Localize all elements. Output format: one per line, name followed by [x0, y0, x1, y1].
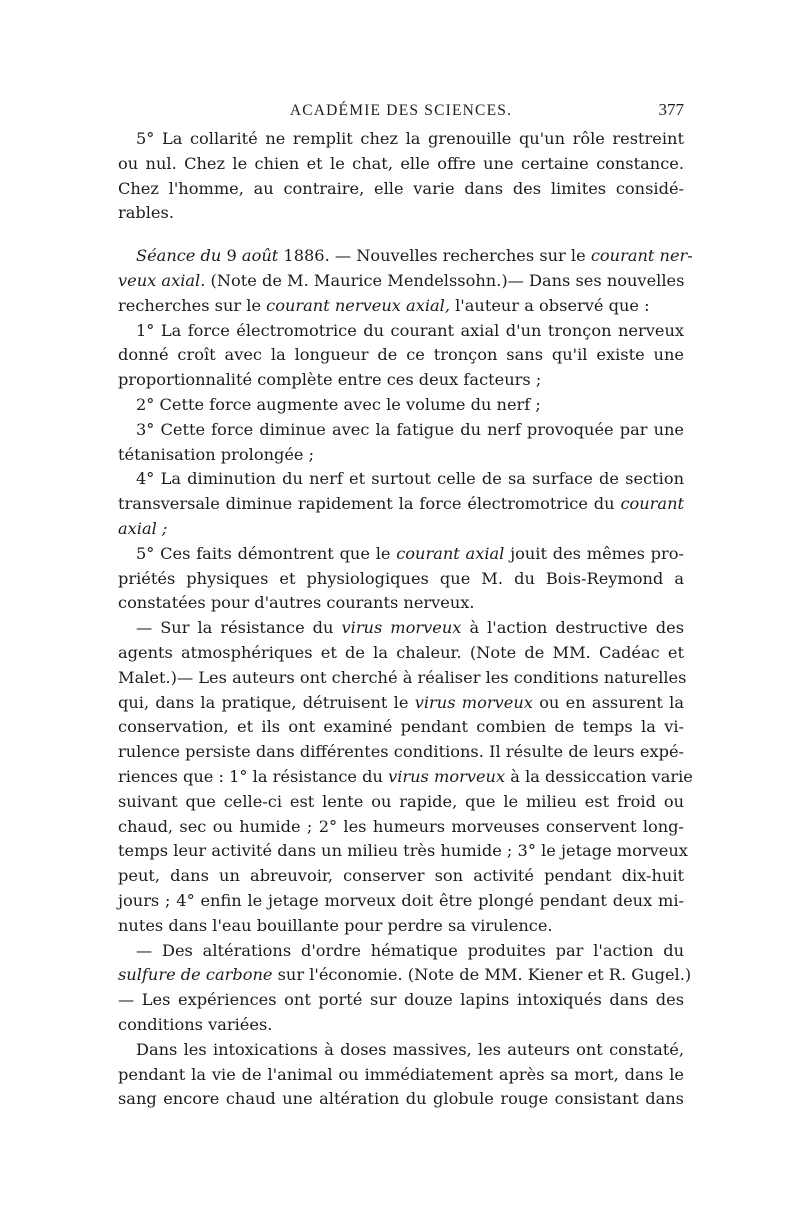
text-line: [118, 343, 684, 368]
italic-text: août: [241, 246, 279, 266]
text-run: 2° Cette force augmente avec le volume du nerf ;: [136, 394, 541, 414]
italic-text: sulfure de carbone: [118, 965, 273, 985]
text-line: [136, 1038, 684, 1063]
text-line: [118, 567, 684, 592]
text-run: transversale diminue rapidement la force électromotrice du: [118, 494, 621, 514]
text-run: jours ; 4° enfin le jetage morveux doit être plongé pendant deux mi-: [118, 890, 684, 910]
page-number: 377: [658, 100, 684, 119]
text-line: [136, 542, 684, 567]
italic-text: virus morveux: [341, 618, 462, 638]
italic-text: courant: [620, 494, 684, 514]
text-run: rables.: [118, 203, 174, 223]
text-run: qui, dans la pratique, détruisent le: [118, 692, 415, 712]
text-run: suivant que celle-ci est lente ou rapide, que le milieu est froid ou: [118, 791, 684, 811]
text-run: 1° La force électromotrice du courant axial d'un tronçon nerveux: [136, 320, 684, 340]
text-line: [118, 864, 684, 889]
text-line: [118, 691, 684, 716]
text-line: [118, 790, 684, 815]
text-run: jouit des mêmes pro-: [504, 543, 684, 563]
text-run: proportionnalité complète entre ces deux facteurs ;: [118, 370, 542, 390]
text-line: [136, 939, 684, 964]
text-run: (Note de M. Maurice Mendelssohn.)— Dans ses nouvelles: [205, 270, 685, 290]
text-line: [118, 988, 684, 1013]
text-run: peut, dans un abreuvoir, conserver son activité pendant dix-huit: [118, 866, 684, 886]
text-line: [118, 715, 684, 740]
text-run: 5° La collarité ne remplit chez la grenouille qu'un rôle restreint: [136, 129, 684, 148]
text-line: [118, 368, 541, 393]
italic-text: courant ner-: [590, 246, 693, 266]
text-line: [118, 815, 684, 840]
text-run: rulence persiste dans différentes conditions. Il résulte de leurs expé-: [118, 742, 684, 762]
text-run: sur l'économie. (Note de MM. Kiener et R. Gugel.): [272, 965, 692, 985]
text-line: [136, 127, 684, 152]
text-line: [118, 591, 475, 616]
text-line: [136, 467, 684, 492]
italic-text: Séance du: [136, 246, 222, 266]
text-line: [118, 269, 684, 294]
text-run: — Des altérations d'ordre hématique produites par l'action du: [136, 940, 684, 960]
text-line: [118, 443, 314, 468]
text-run: pendant la vie de l'animal ou immédiatement après sa mort, dans le: [118, 1064, 684, 1084]
text-line: [136, 393, 541, 418]
text-line: [118, 666, 687, 691]
text-line: [118, 914, 553, 939]
running-title: ACADÉMIE DES SCIENCES.: [289, 102, 513, 119]
text-run: — Sur la résistance du: [136, 618, 342, 638]
text-run: agents atmosphériques et de la chaleur. (Note de MM. Cadéac et: [118, 642, 684, 662]
italic-text: courant nerveux axial,: [266, 295, 450, 315]
text-line: [118, 492, 684, 517]
text-run: Chez l'homme, au contraire, elle varie dans des limites considé-: [118, 178, 684, 198]
text-line: [118, 201, 174, 226]
text-run: 9: [221, 246, 242, 266]
text-run: Dans les intoxications à doses massives, les auteurs ont constaté,: [136, 1039, 684, 1059]
text-line: [136, 418, 684, 443]
italic-text: virus morveux: [388, 766, 506, 786]
text-run: 3° Cette force diminue avec la fatigue du nerf provoquée par une: [136, 419, 684, 439]
text-run: priétés physiques et physiologiques que M. du Bois-Reymond a: [118, 568, 684, 588]
text-run: 5° Ces faits démontrent que le: [136, 543, 397, 563]
text-run: l'auteur a observé que :: [449, 295, 650, 315]
text-run: 1886. — Nouvelles recherches sur le: [278, 246, 591, 266]
text-line: [118, 740, 684, 765]
text-line: [136, 244, 693, 269]
text-line: [118, 517, 167, 542]
text-line: [118, 177, 684, 202]
text-line: [118, 1087, 684, 1112]
text-line: [118, 152, 684, 177]
text-run: conservation, et ils ont examiné pendant combien de temps la vi-: [118, 717, 684, 737]
text-line: [118, 963, 692, 988]
text-run: conditions variées.: [118, 1014, 273, 1034]
running-head: [118, 100, 684, 124]
italic-text: veux axial.: [118, 270, 206, 290]
body-text: [118, 127, 693, 1137]
text-run: ou nul. Chez le chien et le chat, elle offre une certaine constance.: [118, 153, 684, 173]
text-run: recherches sur le: [118, 295, 267, 315]
text-run: temps leur activité dans un milieu très humide ; 3° le jetage morveux: [118, 841, 688, 861]
text-run: 4° La diminution du nerf et surtout celle de sa surface de section: [136, 469, 684, 489]
text-run: — Les expériences ont porté sur douze lapins intoxiqués dans des: [118, 990, 684, 1010]
text-run: riences que : 1° la résistance du: [118, 766, 389, 786]
italic-text: axial ;: [118, 518, 168, 538]
text-run: Malet.)— Les auteurs ont cherché à réaliser les conditions naturelles: [118, 667, 687, 687]
text-line: [118, 641, 684, 666]
text-line: [136, 616, 684, 641]
text-line: [118, 765, 693, 790]
text-run: constatées pour d'autres courants nerveux.: [118, 593, 475, 613]
text-run: sang encore chaud une altération du globule rouge consistant dans: [118, 1089, 684, 1109]
italic-text: courant axial: [396, 543, 505, 563]
text-line: [136, 319, 684, 344]
text-run: chaud, sec ou humide ; 2° les humeurs morveuses conservent long-: [118, 816, 684, 836]
text-run: à l'action destructive des: [461, 618, 685, 638]
italic-text: virus morveux: [414, 692, 533, 712]
text-line: [118, 839, 688, 864]
text-run: nutes dans l'eau bouillante pour perdre sa virulence.: [118, 915, 553, 935]
text-run: tétanisation prolongée ;: [118, 444, 315, 464]
text-run: ou en assurent la: [532, 692, 684, 712]
text-line: [118, 294, 650, 319]
text-run: à la dessiccation varie: [505, 766, 693, 786]
text-run: donné croît avec la longueur de ce tronçon sans qu'il existe une: [118, 345, 684, 365]
text-line: [118, 889, 684, 914]
text-line: [118, 1013, 272, 1038]
text-line: [118, 1063, 684, 1088]
